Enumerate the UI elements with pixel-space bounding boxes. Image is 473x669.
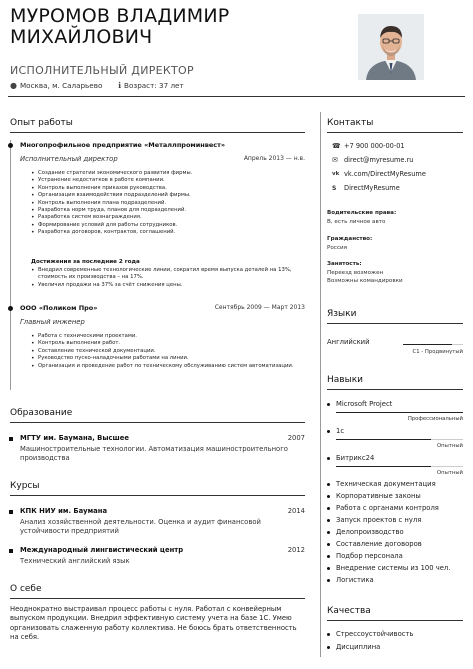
list-item: • Разработка систем вознаграждения.	[31, 214, 299, 221]
bullet-icon	[327, 633, 330, 636]
skill-name: Подбор персонала	[336, 552, 403, 560]
header-divider	[8, 96, 465, 97]
list-item: • Работа с техническими проектами.	[31, 333, 301, 340]
bullet-icon	[327, 495, 330, 498]
course-bullet	[9, 549, 13, 553]
job1-achievements-list	[31, 267, 301, 289]
experience-section-title: Опыт работы	[10, 118, 73, 128]
contact-skype	[332, 184, 400, 192]
list-item: • Организация взаимодействия подразделений фирмы.	[31, 192, 299, 199]
skill-name: Логистика	[336, 576, 374, 584]
citizenship-value: Россия	[327, 245, 347, 251]
skill-item	[327, 516, 421, 524]
language-level-bar	[403, 344, 463, 345]
skype-icon: S	[332, 184, 337, 192]
skill-name: Составление договоров	[336, 540, 422, 548]
candidate-name: МУРОМОВ ВЛАДИМИР МИХАЙЛОВИЧ	[10, 5, 230, 48]
bullet-icon	[327, 519, 330, 522]
experience-divider	[10, 132, 305, 133]
course2-year: 2012	[287, 546, 305, 554]
languages-section-title: Языки	[327, 309, 357, 319]
job2-company: ООО «Поликом Про»	[20, 304, 98, 312]
job2-duties-list	[31, 333, 301, 370]
job-bullet	[8, 143, 13, 148]
right-column-divider	[320, 112, 321, 657]
skill-level-fill	[336, 439, 431, 440]
skill-item	[327, 504, 439, 512]
job-bullet	[8, 306, 13, 311]
license-label: Водительские права:	[327, 210, 397, 216]
skill-level-text: Опытный	[437, 470, 463, 476]
skill-level-text: Опытный	[437, 443, 463, 449]
skill-item	[327, 576, 374, 584]
course1-name: КПК НИУ им. Баумана	[20, 507, 108, 515]
skill-item	[327, 552, 403, 560]
list-item: • Разработка норм труда, планов для подразделений.	[31, 207, 299, 214]
education-year: 2007	[287, 434, 305, 442]
bullet-icon	[327, 531, 330, 534]
bullet-icon	[327, 543, 330, 546]
skill-item	[327, 454, 374, 462]
citizenship-label: Гражданство:	[327, 236, 373, 242]
employment-label: Занятость:	[327, 261, 362, 267]
contact-vk	[332, 170, 426, 178]
vk-text: vk.com/DirectMyResume	[344, 170, 426, 178]
education-divider	[10, 422, 305, 423]
education-desc: Машиностроительные технологии. Автоматизация машиностроительного производства	[20, 445, 288, 462]
age-line	[118, 81, 184, 90]
courses-section-title: Курсы	[10, 481, 40, 491]
bullet-icon	[327, 555, 330, 558]
list-item: • Организация и проведение работ по техническому обслуживанию систем автоматизации.	[31, 363, 301, 370]
employment-value: Возможны командировки	[327, 278, 403, 284]
list-item: • Создание стратегии экономического развития фирмы.	[31, 170, 299, 177]
skill-name: Работа с органами контроля	[336, 504, 439, 512]
skill-name: Запуск проектов с нуля	[336, 516, 422, 524]
list-item: • Разработка договоров, контрактов, соглашений.	[31, 229, 299, 236]
skill-name: Битрикс24	[336, 454, 375, 462]
courses-divider	[10, 495, 305, 496]
bullet-icon	[327, 483, 330, 486]
skill-level-text: Профессиональный	[407, 416, 463, 422]
education-section-title: Образование	[10, 408, 73, 418]
list-item: • Формирование условий для работы сотрудников.	[31, 222, 299, 229]
employment-value: Переезд возможен	[327, 270, 384, 276]
bullet-icon	[327, 567, 330, 570]
email-icon: ✉	[332, 156, 338, 164]
list-item: • Контроль выполнения приказов руководства.	[31, 185, 299, 192]
qualities-section-title: Качества	[327, 606, 371, 616]
job1-dates: Апрель 2013 — н.в.	[243, 155, 305, 162]
email-text: direct@myresume.ru	[344, 156, 414, 164]
skill-item	[327, 564, 450, 572]
course-bullet	[9, 510, 13, 514]
bullet-icon	[327, 403, 330, 406]
job2-dates: Сентябрь 2009 — Март 2013	[214, 304, 305, 311]
quality-item	[327, 643, 380, 651]
skill-item	[327, 540, 422, 548]
about-text: Неоднократно выстраивал процесс работы с нуля. Работал с конвейерным выпуском продукции. Внедрил эффективную систему учета на базе 1С. Умею организовать слаженную работу коллектива. Не боюсь брать ответственность на себя.	[10, 605, 297, 642]
contacts-divider	[327, 132, 463, 133]
job1-achievements-title: Достижения за последние 2 года	[31, 259, 140, 265]
skill-name: Делопроизводство	[336, 528, 404, 536]
skill-level-bar	[336, 412, 463, 413]
list-item: • Контроль выполнения плана подразделений.	[31, 200, 299, 207]
skill-item	[327, 480, 436, 488]
skill-name: Microsoft Project	[336, 400, 393, 408]
bullet-icon	[327, 457, 330, 460]
quality-item	[327, 630, 413, 638]
phone-icon: ☎	[332, 142, 341, 150]
bullet-icon	[327, 430, 330, 433]
skills-divider	[327, 389, 463, 390]
skill-item	[327, 492, 421, 500]
location-line	[10, 81, 102, 90]
list-item: • Руководство пуско-наладочными работами на линии.	[31, 355, 301, 362]
skype-text: DirectMyResume	[344, 184, 400, 192]
experience-timeline	[10, 140, 11, 390]
language-name: Английский	[327, 338, 370, 346]
list-item: • Контроль выполнения работ.	[31, 340, 301, 347]
skill-name: 1с	[336, 427, 345, 435]
quality-name: Стрессоустойчивость	[336, 630, 414, 638]
phone-text: +7 900 000-00-01	[344, 142, 405, 150]
skill-item	[327, 427, 344, 435]
contact-phone	[332, 142, 405, 150]
job-title: ИСПОЛНИТЕЛЬНЫЙ ДИРЕКТОР	[10, 64, 194, 77]
language-level-fill	[403, 344, 452, 345]
location-text: Москва, м. Саларьево	[19, 81, 103, 90]
contact-email	[332, 156, 413, 164]
course1-desc: Анализ хозяйственной деятельности. Оценка и аудит финансовой устойчивости предприятий	[20, 518, 261, 535]
skill-level-bar	[336, 466, 463, 467]
age-text: Возраст: 37 лет	[124, 81, 184, 90]
job2-position: Главный инженер	[20, 318, 85, 326]
education-bullet	[9, 437, 13, 441]
license-value: B, есть личное авто	[327, 219, 386, 225]
skill-level-fill	[336, 412, 463, 413]
age-info-icon: ℹ	[118, 81, 122, 90]
list-item: • Увеличил продажи на 37% за счёт снижения цены.	[31, 282, 301, 289]
bullet-icon	[327, 579, 330, 582]
about-divider	[10, 598, 305, 599]
job1-position: Исполнительный директор	[20, 155, 118, 163]
education-name: МГТУ им. Баумана, Высшее	[20, 434, 129, 442]
bullet-icon	[327, 646, 330, 649]
list-item: • Внедрил современные технологические линии, сократил время выпуска деталей на 13%, стоимость их производства – на 17%.	[31, 267, 301, 282]
list-item: • Составление технической документации.	[31, 348, 301, 355]
vk-icon: vk	[332, 171, 340, 177]
skill-name: Техническая документация	[336, 480, 436, 488]
job1-company: Многопрофильное предприятие «Металлпроминвест»	[20, 141, 226, 149]
skill-item	[327, 528, 404, 536]
job1-duties-list	[31, 170, 299, 237]
about-section-title: О себе	[10, 584, 42, 594]
skill-level-bar	[336, 439, 463, 440]
skill-name: Внедрение системы из 100 чел.	[336, 564, 451, 572]
course2-name: Международный лингвистический центр	[20, 546, 184, 554]
quality-name: Дисциплина	[336, 643, 381, 651]
course1-year: 2014	[287, 507, 305, 515]
skill-item	[327, 400, 392, 408]
qualities-divider	[327, 620, 463, 621]
skill-level-fill	[336, 466, 431, 467]
list-item: • Устранение недостатков в работе компании.	[31, 177, 299, 184]
skill-name: Корпоративные законы	[336, 492, 421, 500]
profile-photo	[358, 14, 424, 80]
location-pin-icon: ●	[10, 81, 17, 90]
skills-section-title: Навыки	[327, 375, 363, 385]
course2-desc: Технический английский язык	[20, 557, 130, 565]
language-level-text: C1 - Продвинутый	[412, 349, 463, 355]
languages-divider	[327, 323, 463, 324]
contacts-section-title: Контакты	[327, 118, 374, 128]
bullet-icon	[327, 507, 330, 510]
